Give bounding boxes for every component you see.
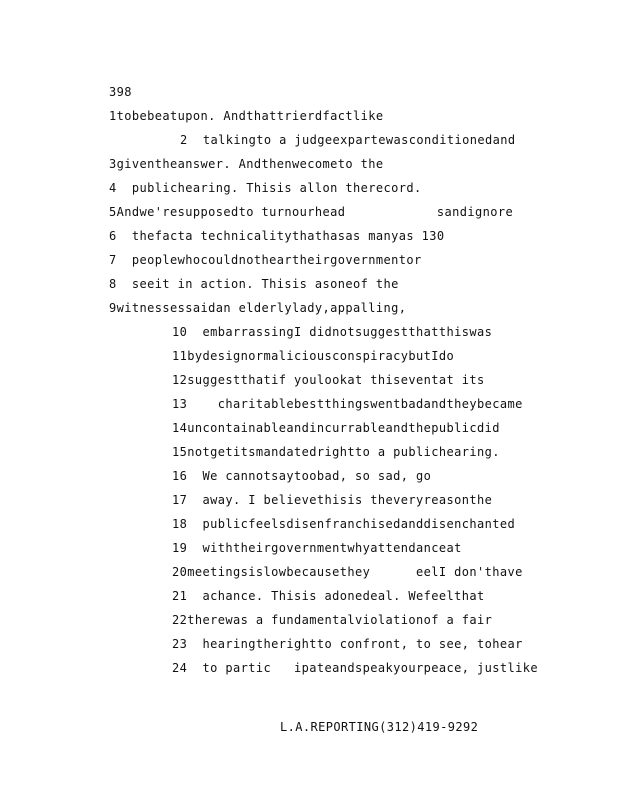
- transcript-line: 10 embarrassingI didnotsuggestthatthiswas: [172, 325, 493, 339]
- transcript-line: 11bydesignormaliciousconspiracybutIdo: [172, 349, 455, 363]
- transcript-line: 21 achance. Thisis adonedeal. Wefeelthat: [172, 589, 485, 603]
- transcript-line: 14uncontainableandincurrableandthepublicdid: [172, 421, 500, 435]
- transcript-line: 17 away. I believethisis theveryreasonthe: [172, 493, 493, 507]
- reporter-footer: L.A.REPORTING(312)419-9292: [280, 720, 479, 734]
- transcript-line: 22therewas a fundamentalviolationof a fair: [172, 613, 493, 627]
- transcript-line: 23 hearingtherightto confront, to see, tohear: [172, 637, 523, 651]
- transcript-line: 24 to partic ipateandspeakyourpeace, justlike: [172, 661, 538, 675]
- transcript-line: 2 talkingto a judgeexpartewasconditionedand: [180, 133, 516, 147]
- page-number: 398: [109, 85, 132, 99]
- transcript-line: 19 withtheirgovernmentwhyattendanceat: [172, 541, 462, 555]
- transcript-line: 16 We cannotsaytoobad, so sad, go: [172, 469, 432, 483]
- transcript-line: 12suggestthatif youlookat thiseventat its: [172, 373, 485, 387]
- transcript-line: 15notgetitsmandatedrightto a publichearing.: [172, 445, 500, 459]
- transcript-line: 3giventheanswer. Andthenwecometo the: [109, 157, 384, 171]
- transcript-line: 9witnessessaidan elderlylady,appalling,: [109, 301, 407, 315]
- transcript-line: 7 peoplewhocouldnotheartheirgovernmentor: [109, 253, 422, 267]
- transcript-line: 5Andwe'resupposedto turnourhead sandignore: [109, 205, 514, 219]
- transcript-line: 18 publicfeelsdisenfranchisedanddisenchanted: [172, 517, 516, 531]
- transcript-line: 8 seeit in action. Thisis asoneof the: [109, 277, 399, 291]
- transcript-line: 4 publichearing. Thisis allon therecord.: [109, 181, 422, 195]
- transcript-line: 13 charitablebestthingswentbadandtheybecame: [172, 397, 523, 411]
- transcript-line: 1tobebeatupon. Andthattrierdfactlike: [109, 109, 384, 123]
- transcript-line: 6 thefacta technicalitythathasas manyas 130: [109, 229, 445, 243]
- transcript-line: 20meetingsislowbecausethey eelI don'thave: [172, 565, 523, 579]
